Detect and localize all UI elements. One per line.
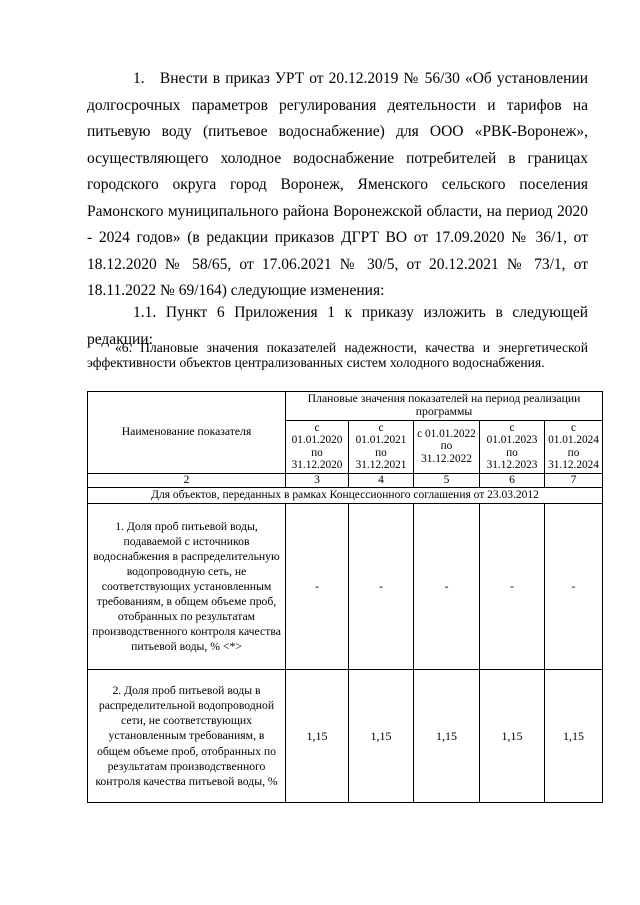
indicator-value: - bbox=[480, 503, 545, 669]
header-period: с 01.01.2021 по 31.12.2021 bbox=[349, 420, 414, 473]
table-header-row bbox=[88, 392, 603, 421]
indicator-value: 1,15 bbox=[349, 669, 414, 802]
table-row bbox=[88, 669, 603, 802]
indicators-table bbox=[87, 391, 603, 803]
indicator-value: - bbox=[545, 503, 603, 669]
indicator-value: 1,15 bbox=[414, 669, 480, 802]
amendment-paragraph: 1. Внести в приказ УРТ от 20.12.2019 № 56/30 «Об установлении долгосрочных параметров регулирования деятельности и тарифов на питьевую воду (питьевое водоснабжение) для ООО «РВК-Воронеж», осуществляющего холодное водоснабжение потребителей в границах городского округа город Воронеж, Яменского сельского поселения Рамонского муниципального района Воронежской области, на период 2020 - 2024 годов» (в редакции приказов ДГРТ ВО от 17.09.2020 № 36/1, от 18.12.2020 № 58/65, от 17.06.2021 № 30/5, от 20.12.2021 № 73/1, от 18.11.2022 № 69/164) следующие изменения: bbox=[87, 70, 588, 299]
section-row bbox=[88, 487, 603, 503]
table-row bbox=[88, 503, 603, 669]
column-number: 6 bbox=[480, 473, 545, 487]
column-number: 5 bbox=[414, 473, 480, 487]
subclause-paragraph: 1.1. Пункт 6 Приложения 1 к приказу изложить в следующей редакции: bbox=[87, 304, 588, 348]
column-number: 7 bbox=[545, 473, 603, 487]
header-period: с 01.01.2022 по 31.12.2022 bbox=[414, 420, 480, 473]
header-period: с 01.01.2024 по 31.12.2024 bbox=[545, 420, 603, 473]
indicator-name: 2. Доля проб питьевой воды в распределительной водопроводной сети, не соответствующих установленным требованиям, в общем объеме проб, отобранных по результатам производственного контроля качества питьевой воды, % bbox=[88, 669, 286, 802]
indicator-value: 1,15 bbox=[286, 669, 349, 802]
section-title: Для объектов, переданных в рамках Концессионного соглашения от 23.03.2012 bbox=[88, 487, 603, 503]
indicator-value: - bbox=[349, 503, 414, 669]
indicator-name: 1. Доля проб питьевой воды, подаваемой с источников водоснабжения в распределительную водопроводную сеть, не соответствующих установленным требованиям, в общем объеме проб, отобранных по результатам производственного контроля качества питьевой воды, % <*> bbox=[88, 503, 286, 669]
table-caption-text: «6. Плановые значения показателей надежности, качества и энергетической эффективности объектов централизованных систем холодного водоснабжения. bbox=[87, 340, 588, 371]
header-period: с 01.01.2023 по 31.12.2023 bbox=[480, 420, 545, 473]
indicator-value: - bbox=[286, 503, 349, 669]
column-number: 4 bbox=[349, 473, 414, 487]
header-plan-group: Плановые значения показателей на период реализации программы bbox=[286, 392, 603, 421]
header-indicator-name: Наименование показателя bbox=[88, 392, 286, 474]
column-number-row bbox=[88, 473, 603, 487]
column-number: 2 bbox=[88, 473, 286, 487]
header-period: с 01.01.2020 по 31.12.2020 bbox=[286, 420, 349, 473]
indicator-value: 1,15 bbox=[545, 669, 603, 802]
indicator-value: - bbox=[414, 503, 480, 669]
indicator-value: 1,15 bbox=[480, 669, 545, 802]
table-caption bbox=[87, 340, 588, 370]
column-number: 3 bbox=[286, 473, 349, 487]
